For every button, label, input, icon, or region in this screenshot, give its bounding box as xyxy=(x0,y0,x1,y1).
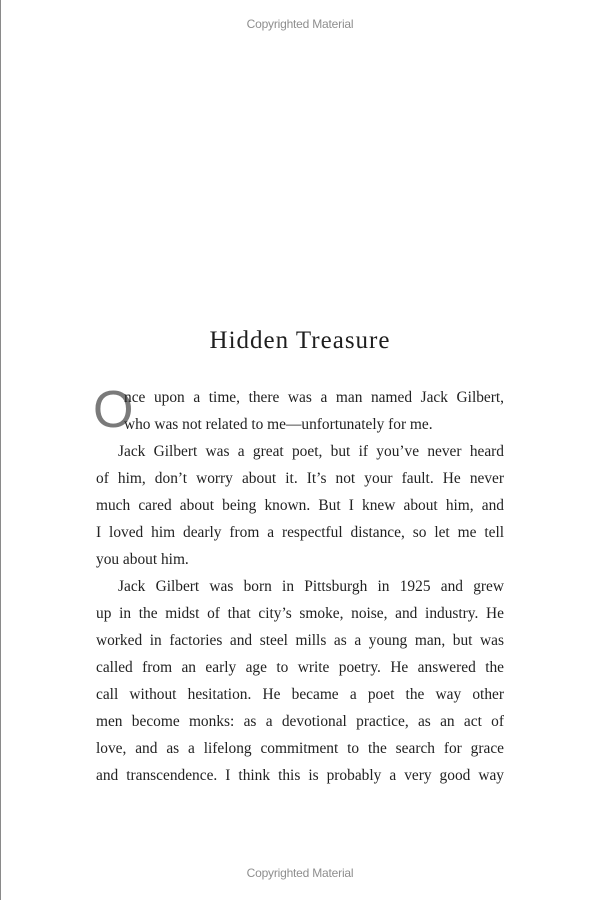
page-left-edge xyxy=(0,0,1,900)
body-line: I loved him dearly from a respectful distance, so let me tell xyxy=(96,524,504,541)
body-line: Jack Gilbert was a great poet, but if you’ve never heard xyxy=(118,443,504,460)
body-line: much cared about being known. But I knew about him, and xyxy=(96,497,504,514)
body-line: Jack Gilbert was born in Pittsburgh in 1925 and grew xyxy=(118,578,504,595)
body-line: up in the midst of that city’s smoke, noise, and industry. He xyxy=(96,605,504,622)
body-line: worked in factories and steel mills as a young man, but was xyxy=(96,632,504,649)
chapter-title: Hidden Treasure xyxy=(209,326,391,354)
body-line: you about him. xyxy=(96,551,189,568)
body-line: call without hesitation. He became a poet the way other xyxy=(96,686,504,703)
body-line: nce upon a time, there was a man named Jack Gilbert, xyxy=(124,389,504,406)
watermark-bottom: Copyrighted Material xyxy=(246,866,354,880)
drop-cap: O xyxy=(93,381,134,439)
body-line: who was not related to me—unfortunately for me. xyxy=(124,416,433,433)
body-line: of him, don’t worry about it. It’s not your fault. He never xyxy=(96,470,504,487)
watermark-top: Copyrighted Material xyxy=(246,17,354,31)
body-line: called from an early age to write poetry. He answered the xyxy=(96,659,504,676)
body-line: men become monks: as a devotional practice, as an act of xyxy=(96,713,504,730)
body-line: love, and as a lifelong commitment to the search for grace xyxy=(96,740,504,757)
body-line: and transcendence. I think this is probably a very good way xyxy=(96,767,504,784)
